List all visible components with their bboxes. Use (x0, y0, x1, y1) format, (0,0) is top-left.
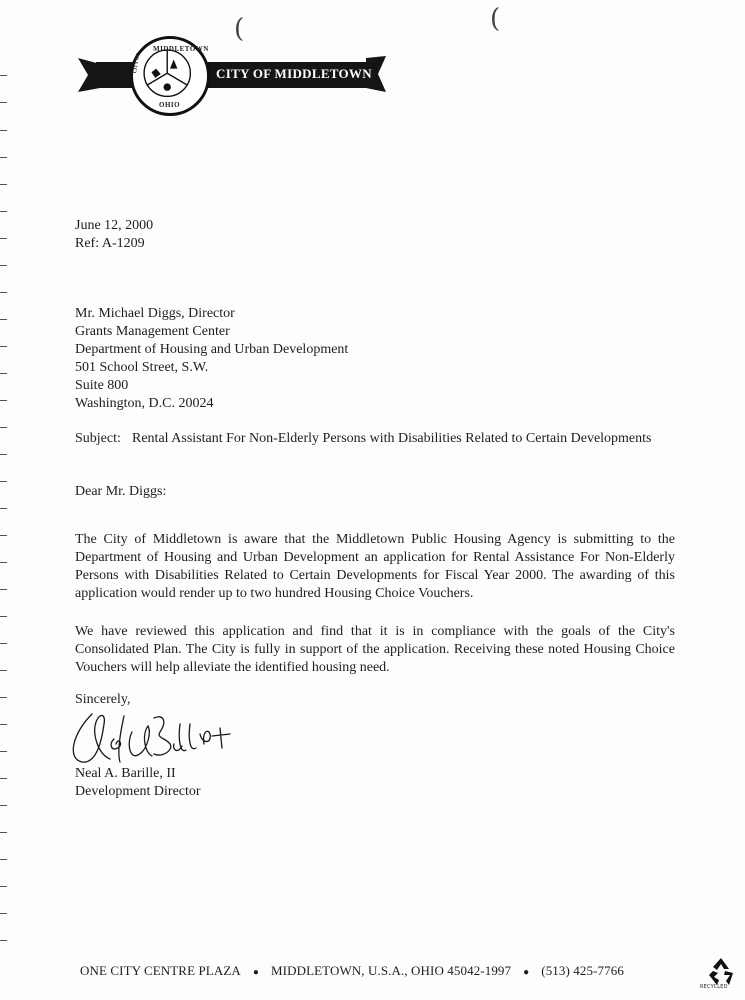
bullet-icon: ● (252, 966, 259, 978)
seal-bottom-text: OHIO (159, 101, 181, 109)
edge-marks (0, 0, 12, 1000)
scan-mark: ( (490, 4, 501, 34)
recipient-line: Mr. Michael Diggs, Director (75, 306, 235, 321)
body-paragraph-1: The City of Middletown is aware that the Middletown Public Housing Agency is submitting to the Department of Housing and Urban Development an application for Rental Assistance For Non-Elderly Persons with Disabilities Related to Certain Developments for Fiscal Year 2000. The awarding of this application would render up to two hundred Housing Choice Vouchers. (75, 532, 675, 601)
letter-date: June 12, 2000 (75, 218, 154, 233)
recipient-line: Suite 800 (75, 378, 129, 393)
subject-label: Subject: (75, 431, 121, 446)
recipient-line: Grants Management Center (75, 324, 230, 339)
recipient-line: Department of Housing and Urban Development (75, 342, 349, 357)
city-name: CITY OF MIDDLETOWN (216, 66, 372, 81)
footer-address: ONE CITY CENTRE PLAZA (80, 963, 241, 978)
scan-mark: ( (234, 14, 245, 44)
recipient-line: 501 School Street, S.W. (75, 360, 209, 375)
signer-title: Development Director (75, 784, 201, 799)
recycled-label: RECYCLED (700, 984, 728, 990)
footer (80, 963, 680, 979)
bullet-icon: ● (523, 966, 530, 978)
letterhead (78, 36, 388, 114)
salutation: Dear Mr. Diggs: (75, 484, 167, 499)
reference-number: Ref: A-1209 (75, 236, 145, 251)
footer-city: MIDDLETOWN, U.S.A., OHIO 45042-1997 (271, 963, 512, 978)
recipient-line: Washington, D.C. 20024 (75, 396, 214, 411)
signer-name: Neal A. Barille, II (75, 766, 176, 781)
city-seal-icon (130, 36, 210, 116)
seal-top-text: MIDDLETOWN (153, 45, 209, 53)
signature-icon (62, 704, 242, 774)
body-paragraph-2: We have reviewed this application and find that it is in compliance with the goals of the City's Consolidated Plan. The City is fully in support of the application. Receiving these noted Housing Choice Vouchers will help alleviate the identified housing need. (75, 624, 675, 675)
footer-phone: (513) 425-7766 (541, 963, 624, 978)
subject-text: Rental Assistant For Non-Elderly Persons with Disabilities Related to Certain Developments (132, 431, 652, 446)
seal-left-text: CITY OF (133, 52, 142, 74)
closing: Sincerely, (75, 692, 131, 707)
